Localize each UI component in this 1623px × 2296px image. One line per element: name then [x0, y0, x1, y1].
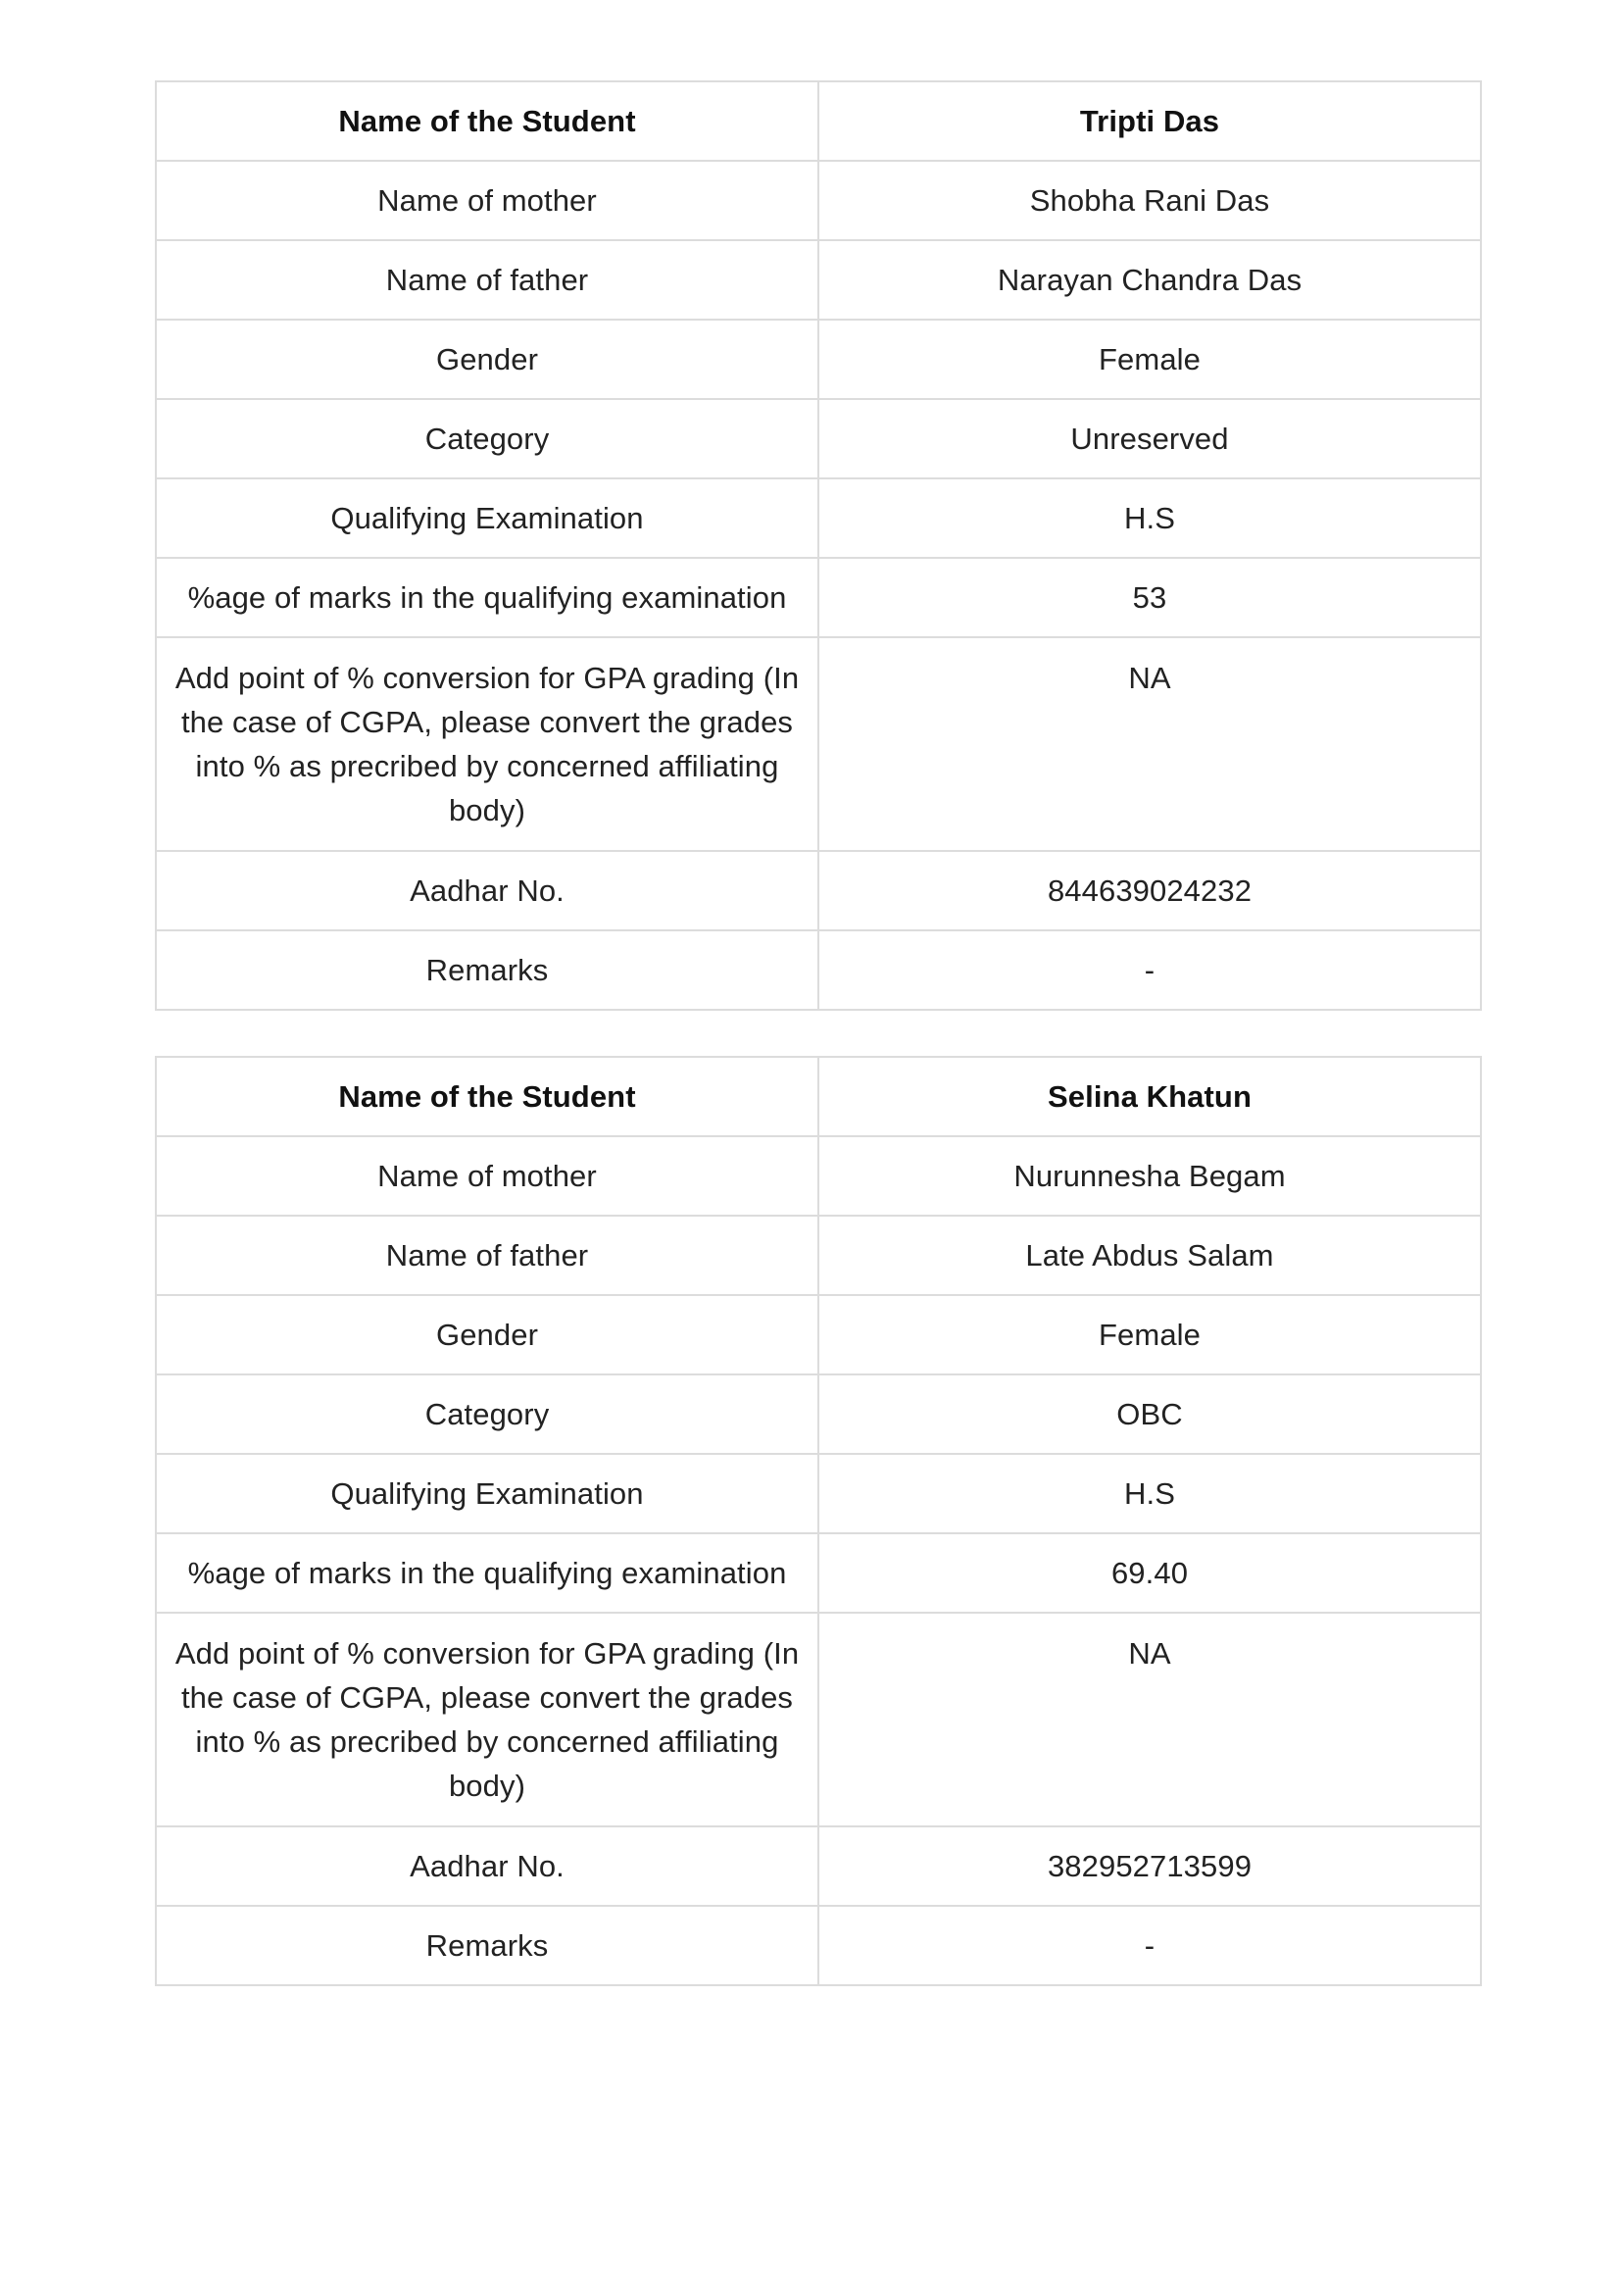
qualifying-exam-row: [156, 1454, 1481, 1533]
row-label: Name of mother: [156, 161, 818, 240]
row-label: Gender: [156, 1295, 818, 1374]
mother-name-row: [156, 161, 1481, 240]
row-value: 53: [818, 558, 1481, 637]
row-label: Gender: [156, 320, 818, 399]
student-name-label: Name of the Student: [156, 1057, 818, 1136]
row-value: NA: [818, 1613, 1481, 1826]
qualifying-exam-row: [156, 478, 1481, 558]
student-table-tripti-das: [155, 80, 1482, 1011]
mother-name-row: [156, 1136, 1481, 1216]
gpa-conversion-row: [156, 1613, 1481, 1826]
row-label: Qualifying Examination: [156, 478, 818, 558]
row-value: Narayan Chandra Das: [818, 240, 1481, 320]
row-label: Aadhar No.: [156, 851, 818, 930]
row-label: Category: [156, 399, 818, 478]
category-row: [156, 1374, 1481, 1454]
row-label: Name of father: [156, 240, 818, 320]
remarks-row: [156, 930, 1481, 1010]
student-header-row: [156, 81, 1481, 161]
row-value: 844639024232: [818, 851, 1481, 930]
row-value: 382952713599: [818, 1826, 1481, 1906]
aadhar-row: [156, 1826, 1481, 1906]
row-value: Late Abdus Salam: [818, 1216, 1481, 1295]
gender-row: [156, 1295, 1481, 1374]
marks-percentage-row: [156, 558, 1481, 637]
row-value: Nurunnesha Begam: [818, 1136, 1481, 1216]
student-name-value: Selina Khatun: [818, 1057, 1481, 1136]
gpa-conversion-row: [156, 637, 1481, 851]
row-label: Add point of % conversion for GPA grading (In the case of CGPA, please convert the grades into % as precribed by concerned affiliating body): [156, 637, 818, 851]
aadhar-row: [156, 851, 1481, 930]
row-label: Remarks: [156, 930, 818, 1010]
row-label: Aadhar No.: [156, 1826, 818, 1906]
category-row: [156, 399, 1481, 478]
row-value: Female: [818, 320, 1481, 399]
row-label: %age of marks in the qualifying examination: [156, 1533, 818, 1613]
row-value: Shobha Rani Das: [818, 161, 1481, 240]
row-label: %age of marks in the qualifying examination: [156, 558, 818, 637]
row-label: Add point of % conversion for GPA grading (In the case of CGPA, please convert the grades into % as precribed by concerned affiliating body): [156, 1613, 818, 1826]
remarks-row: [156, 1906, 1481, 1985]
row-value: NA: [818, 637, 1481, 851]
father-name-row: [156, 1216, 1481, 1295]
row-label: Name of father: [156, 1216, 818, 1295]
student-header-row: [156, 1057, 1481, 1136]
row-value: Female: [818, 1295, 1481, 1374]
father-name-row: [156, 240, 1481, 320]
student-name-value: Tripti Das: [818, 81, 1481, 161]
row-value: OBC: [818, 1374, 1481, 1454]
row-label: Name of mother: [156, 1136, 818, 1216]
row-label: Remarks: [156, 1906, 818, 1985]
row-value: H.S: [818, 1454, 1481, 1533]
student-name-label: Name of the Student: [156, 81, 818, 161]
row-value: -: [818, 1906, 1481, 1985]
student-table-selina-khatun: [155, 1056, 1482, 1986]
row-label: Qualifying Examination: [156, 1454, 818, 1533]
row-value: 69.40: [818, 1533, 1481, 1613]
marks-percentage-row: [156, 1533, 1481, 1613]
row-label: Category: [156, 1374, 818, 1454]
row-value: Unreserved: [818, 399, 1481, 478]
document-page: [155, 80, 1480, 2031]
row-value: -: [818, 930, 1481, 1010]
row-value: H.S: [818, 478, 1481, 558]
gender-row: [156, 320, 1481, 399]
